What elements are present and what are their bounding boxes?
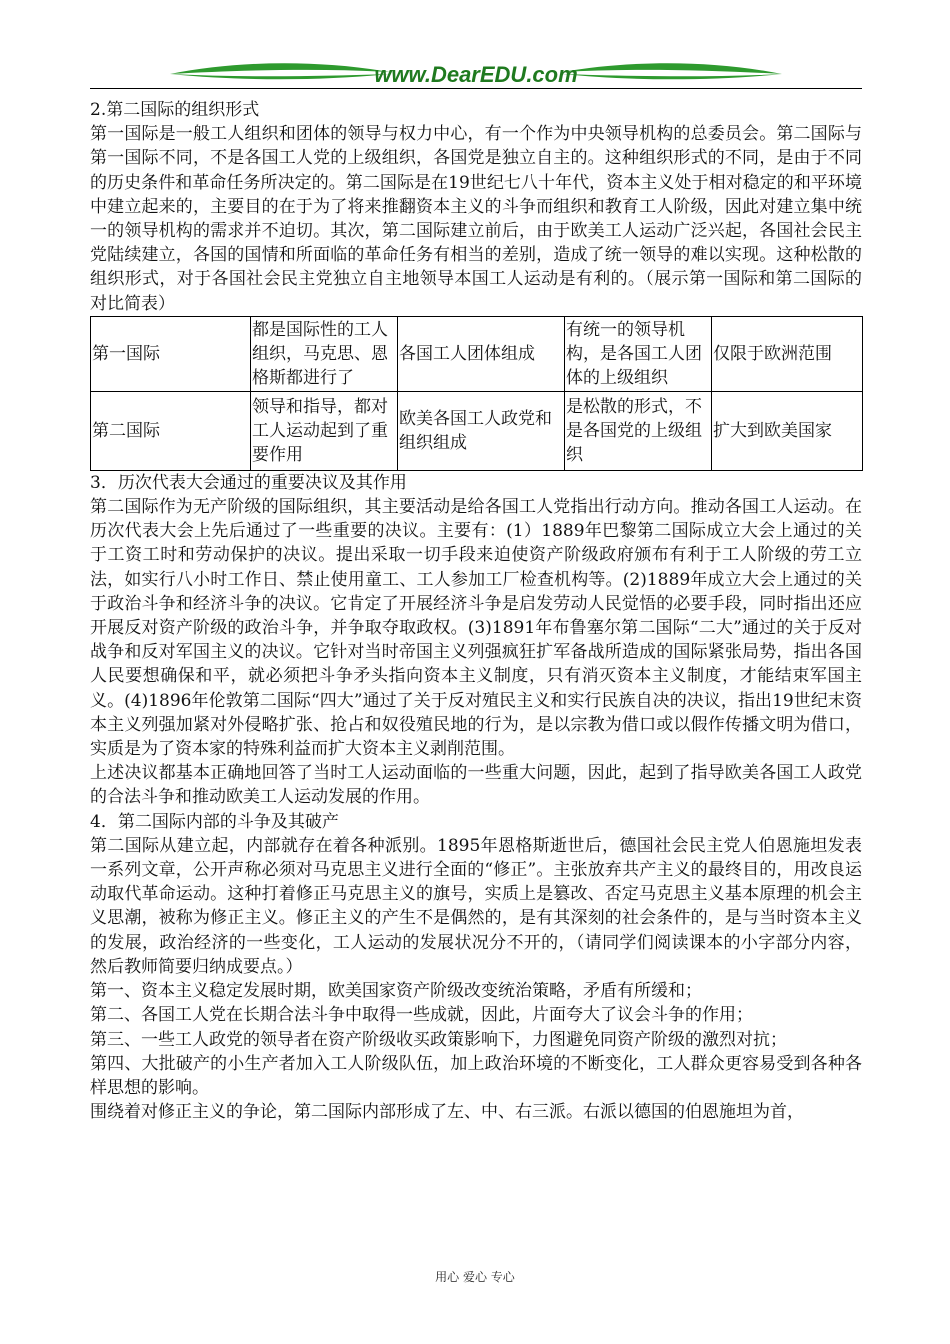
paragraph: 第二国际从建立起，内部就存在着各种派别。1895年恩格斯逝世后，德国社会民主党人伯恩施坦发表一系列文章，公开声称必须对马克思主义进行全面的“修正”。主张放弃共产主义的最终目的，用改良运动取代革命运动。这种打着修正马克思主义的旗号，实质上是篡改、否定马克思主义基本原理的机会主义思潮，被称为修正主义。修正主义的产生不是偶然的，是有其深刻的社会条件的，是与当时资本主义的发展，政治经济的一些变化，工人运动的发展状况分不开的，（请同学们阅读课本的小字部分内容，然后教师简要归纳成要点。） — [90, 835, 862, 977]
paragraph: 围绕着对修正主义的争论，第二国际内部形成了左、中、右三派。右派以德国的伯恩施坦为首， — [90, 1102, 804, 1123]
table-cell: 扩大到欧美国家 — [712, 391, 863, 470]
table-cell: 第二国际 — [91, 391, 251, 470]
table-cell: 欧美各国工人政党和组织组成 — [398, 391, 565, 470]
list-item: 第一、资本主义稳定发展时期，欧美国家资产阶级改变统治策略，矛盾有所缓和； — [90, 981, 702, 1002]
table-row — [91, 391, 863, 470]
table-cell: 都是国际性的工人组织，马克思、恩格斯都进行了 — [251, 316, 398, 391]
section-heading: 3．历次代表大会通过的重要决议及其作用 — [90, 472, 407, 493]
paragraph: 第一国际是一般工人组织和团体的领导与权力中心，有一个作为中央领导机构的总委员会。第二国际与第一国际不同，不是各国工人党的上级组织，各国党是独立自主的。这种组织形式的不同，是由于不同的历史条件和革命任务所决定的。第二国际是在19世纪七八十年代，资本主义处于相对稳定的和平环境中建立起来的，主要目的在于为了将来推翻资本主义的斗争而组织和教育工人阶级，因此对建立集中统一的领导机构的需求并不迫切。其次，第二国际建立前后，由于欧美工人运动广泛兴起，各国社会民主党陆续建立，各国的国情和所面临的革命任务有相当的差别，造成了统一领导的难以实现。这种松散的组织形式，对于各国社会民主党独立自主地领导本国工人运动是有利的。（展示第一国际和第二国际的对比简表） — [90, 124, 862, 314]
table-row — [91, 316, 863, 391]
header-divider — [90, 88, 862, 89]
document-body — [90, 98, 862, 1124]
list-item: 第二、各国工人党在长期合法斗争中取得一些成就，因此，片面夸大了议会斗争的作用； — [90, 1005, 753, 1026]
paragraph: 上述决议都基本正确地回答了当时工人运动面临的一些重大问题，因此，起到了指导欧美各国工人政党的合法斗争和推动欧美工人运动发展的作用。 — [90, 763, 862, 808]
logo-text: www.DearEDU.com — [374, 62, 578, 87]
logo-swoosh-icon — [90, 52, 862, 92]
table-cell: 仅限于欧洲范围 — [712, 316, 863, 391]
table-cell: 领导和指导，都对工人运动起到了重要作用 — [251, 391, 398, 470]
section-heading: 2.第二国际的组织形式 — [90, 100, 260, 120]
table-cell: 第一国际 — [91, 316, 251, 391]
list-item: 第三、一些工人政党的领导者在资产阶级收买政策影响下，力图避免同资产阶级的激烈对抗； — [90, 1029, 787, 1050]
paragraph: 第二国际作为无产阶级的国际组织，其主要活动是给各国工人党指出行动方向。推动各国工人运动。在历次代表大会上先后通过了一些重要的决议。主要有：(1）1889年巴黎第二国际成立大会上通过的关于工资工时和劳动保护的决议。提出采取一切手段来迫使资产阶级政府颁布有利于工人阶级的劳工立法，如实行八小时工作日、禁止使用童工、工人参加工厂检查机构等。(2)1889年成立大会上通过的关于政治斗争和经济斗争的决议。它肯定了开展经济斗争是启发劳动人民觉悟的必要手段，同时指出还应开展反对资产阶级的政治斗争，并争取夺取政权。(3)1891年布鲁塞尔第二国际“二大”通过的关于反对战争和反对军国主义的决议。它针对当时帝国主义列强疯狂扩军备战所造成的国际紧张局势，指出各国人民要想确保和平，就必须把斗争矛头指向资本主义制度，只有消灭资本主义制度，才能结束军国主义。(4)1896年伦敦第二国际“四大”通过了关于反对殖民主义和实行民族自决的决议，指出19世纪末资本主义列强加紧对外侵略扩张、抢占和奴役殖民地的行为，是以宗教为借口或以假作传播文明为借口，实质是为了资本家的特殊利益而扩大资本主义剥削范围。 — [90, 497, 862, 760]
comparison-table — [90, 316, 863, 471]
table-cell: 是松散的形式，不是各国党的上级组织 — [565, 391, 712, 470]
table-cell: 有统一的领导机构，是各国工人团体的上级组织 — [565, 316, 712, 391]
page-footer: 用心 爱心 专心 — [435, 1270, 515, 1284]
header-logo — [90, 52, 862, 92]
list-item: 第四、大批破产的小生产者加入工人阶级队伍，加上政治环境的不断变化，工人群众更容易受到各种各样思想的影响。 — [90, 1053, 862, 1098]
table-cell: 各国工人团体组成 — [398, 316, 565, 391]
section-heading: 4．第二国际内部的斗争及其破产 — [90, 811, 339, 832]
